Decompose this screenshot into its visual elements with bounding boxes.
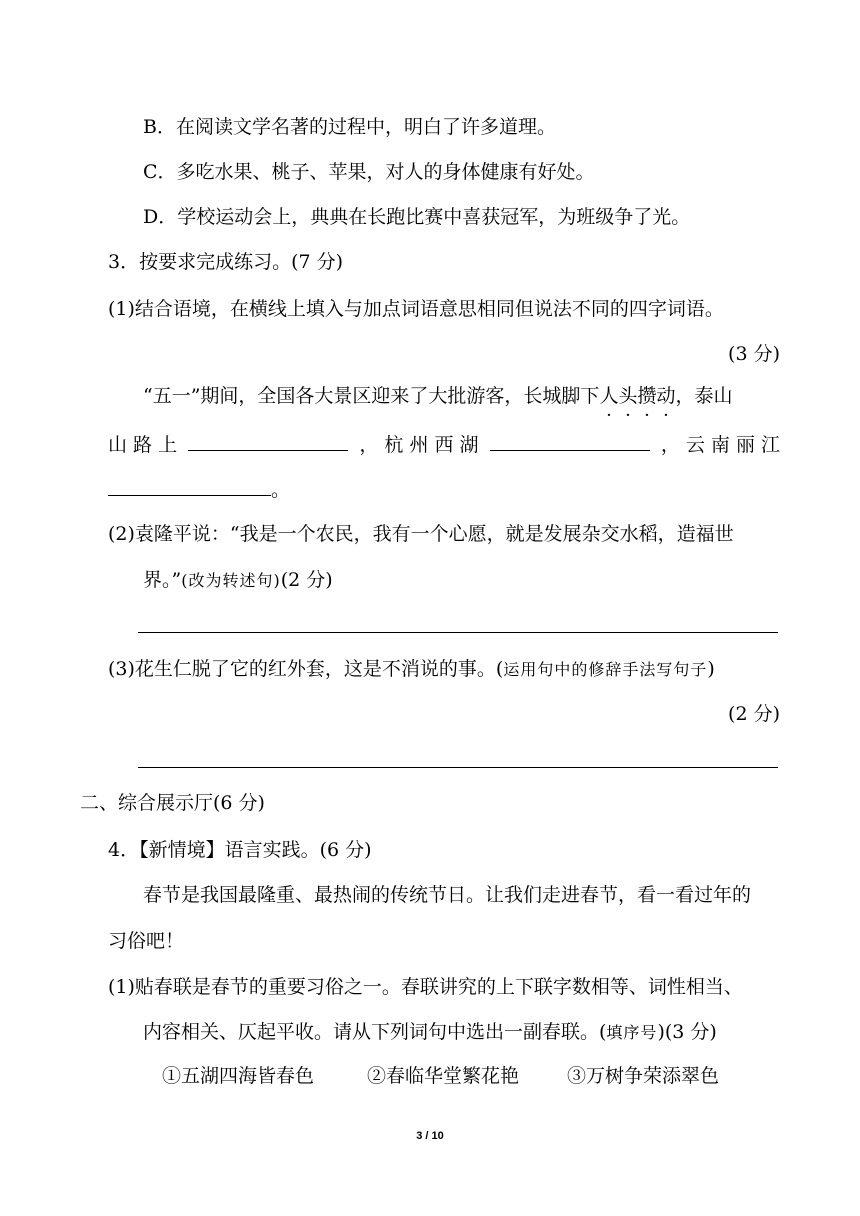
question-4-title: 4．【新情境】语言实践。(6 分) [108, 839, 372, 861]
question-3-part-3-score: (2 分) [728, 703, 780, 725]
passage-line-2-c: ， 云 南 丽 江 [660, 434, 780, 456]
option-b: B．在阅读文学名著的过程中，明白了许多道理。 [143, 116, 556, 138]
question-3-part-2: (2)袁隆平说：“我是一个农民，我有一个心愿，就是发展杂交水稻，造福世 [108, 523, 734, 545]
part-1-score: )(3 分) [657, 1021, 717, 1043]
dotted-char: 人 [599, 385, 619, 407]
passage-text-a: “五一”期间，全国各大景区迎来了大批游客，长城脚下 [143, 385, 600, 407]
passage-line-2-b: ， 杭 州 西 湖 [359, 434, 479, 456]
question-4-part-1-line-1: (1)贴春联是春节的重要习俗之一。春联讲究的上下联字数相等、词性相当、 [108, 976, 743, 998]
fill-blank-1[interactable] [188, 432, 348, 451]
passage-line-2-a: 山 路 上 [108, 434, 178, 456]
question-4-intro-2: 习俗吧！ [108, 930, 185, 952]
dotted-char: 头 [618, 385, 638, 407]
answer-line-2[interactable] [138, 767, 778, 768]
question-3-part-1: (1)结合语境，在横线上填入与加点词语意思相同但说法不同的四字词语。 [108, 298, 724, 320]
passage-line-1 [143, 383, 733, 409]
part-2-hint: (改为转述句) [181, 571, 281, 590]
option-d: D．学校运动会上，典典在长跑比赛中喜获冠军，为班级争了光。 [143, 206, 691, 228]
part-3-close: ) [707, 658, 715, 680]
passage-text-b: ，泰山 [675, 385, 733, 407]
question-3-part-1-score: (3 分) [728, 343, 780, 365]
page-number: 3 / 10 [416, 1130, 444, 1142]
dotted-phrase [599, 385, 675, 407]
fill-blank-3[interactable] [108, 477, 271, 496]
question-3-part-2-cont [143, 567, 333, 594]
question-4-intro-1: 春节是我国最隆重、最热闹的传统节日。让我们走进春节，看一看过年的 [143, 884, 752, 906]
answer-line-1[interactable] [138, 632, 778, 633]
passage-line-3-end: 。 [271, 479, 291, 501]
part-1-line-2-text: 内容相关、仄起平收。请从下列词句中选出一副春联。( [143, 1021, 607, 1043]
choice-2: ②春临华堂繁花艳 [367, 1065, 520, 1087]
dotted-char: 动 [656, 385, 676, 407]
dotted-char: 攒 [637, 385, 657, 407]
fill-blank-2[interactable] [490, 432, 650, 451]
question-4-part-1-line-2 [143, 1019, 717, 1046]
part-3-text: (3)花生仁脱了它的红外套，这是不消说的事。( [108, 658, 504, 680]
part-2-score: (2 分) [280, 569, 333, 591]
section-2-title: 二、综合展示厅(6 分) [80, 792, 265, 814]
question-3-part-3 [108, 656, 715, 683]
question-3-title: 3．按要求完成练习。(7 分) [108, 251, 344, 273]
passage-line-2 [108, 432, 780, 458]
passage-line-3 [108, 477, 290, 503]
choice-3: ③万树争荣添翠色 [567, 1065, 720, 1087]
option-c: C．多吃水果、桃子、苹果，对人的身体健康有好处。 [143, 161, 595, 183]
part-2-cont-text: 界。” [143, 569, 182, 591]
choice-1: ①五湖四海皆春色 [162, 1065, 315, 1087]
part-3-hint: 运用句中的修辞手法写句子 [503, 660, 708, 679]
part-1-hint: 填序号 [606, 1023, 658, 1042]
